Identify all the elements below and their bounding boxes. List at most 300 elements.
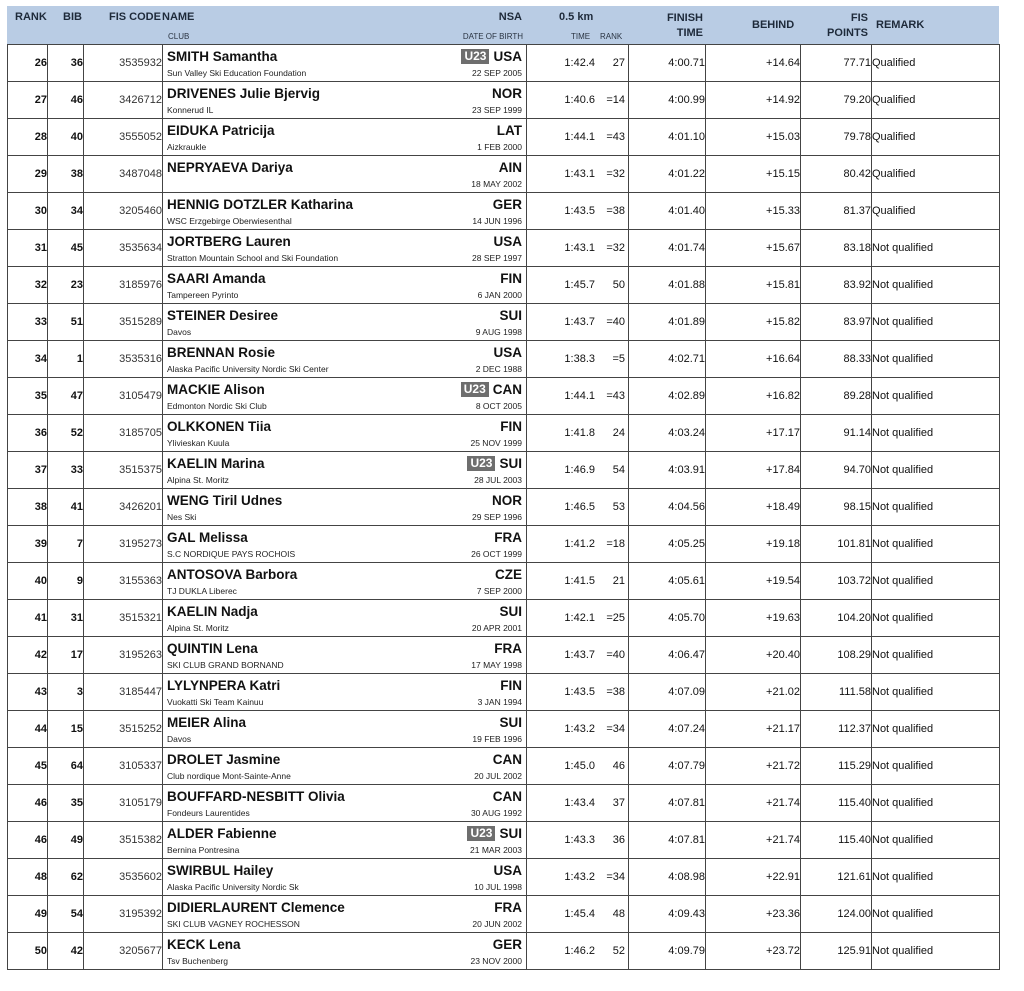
date-of-birth: 8 OCT 2005 — [475, 401, 522, 411]
table-row[interactable] — [8, 859, 1000, 896]
u23-badge: U23 — [461, 49, 489, 64]
remark-cell: Not qualified — [872, 489, 1000, 526]
split-cell — [527, 563, 629, 600]
behind-cell: +21.74 — [706, 785, 801, 822]
athlete-cell — [163, 452, 527, 489]
nation-code — [461, 382, 522, 397]
nsa-text: NOR — [492, 86, 522, 101]
header-rank: RANK — [15, 11, 47, 23]
split-time: 1:41.5 — [564, 575, 595, 587]
date-of-birth: 14 JUN 1996 — [472, 216, 522, 226]
nation-code — [461, 49, 522, 64]
nsa-text: CAN — [492, 382, 522, 397]
table-row[interactable] — [8, 637, 1000, 674]
remark-cell: Qualified — [872, 156, 1000, 193]
split-cell — [527, 748, 629, 785]
fis-points-cell: 79.20 — [801, 82, 872, 119]
table-row[interactable] — [8, 896, 1000, 933]
athlete-club: Alpina St. Moritz — [167, 623, 229, 633]
bib-cell: 3 — [48, 674, 84, 711]
athlete-name: OLKKONEN Tiia — [167, 419, 272, 434]
athlete-cell — [163, 748, 527, 785]
bib-cell: 38 — [48, 156, 84, 193]
finish-time-cell: 4:04.56 — [629, 489, 706, 526]
remark-cell: Not qualified — [872, 304, 1000, 341]
nation-code — [495, 567, 522, 582]
date-of-birth: 20 JUL 2002 — [474, 771, 522, 781]
remark-cell: Not qualified — [872, 933, 1000, 970]
table-header — [7, 6, 999, 44]
split-time: 1:43.1 — [564, 168, 595, 180]
fis-code-cell: 3195263 — [84, 637, 163, 674]
split-time: 1:43.3 — [564, 834, 595, 846]
rank-cell: 27 — [8, 82, 48, 119]
finish-time-cell: 4:02.71 — [629, 341, 706, 378]
bib-cell: 47 — [48, 378, 84, 415]
fis-code-cell: 3105179 — [84, 785, 163, 822]
fis-code-cell: 3426712 — [84, 82, 163, 119]
remark-cell: Not qualified — [872, 452, 1000, 489]
nsa-text: SUI — [499, 308, 522, 323]
fis-points-cell: 115.40 — [801, 822, 872, 859]
behind-cell: +20.40 — [706, 637, 801, 674]
behind-cell: +17.17 — [706, 415, 801, 452]
behind-cell: +19.63 — [706, 600, 801, 637]
header-name: NAME — [162, 11, 195, 23]
nsa-text: SUI — [499, 604, 522, 619]
behind-cell: +16.82 — [706, 378, 801, 415]
athlete-name: WENG Tiril Udnes — [167, 493, 283, 508]
table-row[interactable] — [8, 526, 1000, 563]
split-cell — [527, 822, 629, 859]
rank-cell: 29 — [8, 156, 48, 193]
athlete-name: BRENNAN Rosie — [167, 345, 276, 360]
results-table — [7, 44, 1000, 970]
date-of-birth: 20 JUN 2002 — [472, 919, 522, 929]
athlete-cell — [163, 637, 527, 674]
table-row[interactable] — [8, 82, 1000, 119]
table-row[interactable] — [8, 378, 1000, 415]
split-rank: =43 — [606, 131, 625, 143]
nsa-text: FIN — [500, 419, 522, 434]
date-of-birth: 9 AUG 1998 — [475, 327, 522, 337]
split-time: 1:43.7 — [564, 316, 595, 328]
athlete-cell — [163, 230, 527, 267]
athlete-club: Fondeurs Laurentides — [167, 808, 250, 818]
table-row[interactable] — [8, 341, 1000, 378]
athlete-cell — [163, 45, 527, 82]
date-of-birth: 28 JUL 2003 — [474, 475, 522, 485]
split-cell — [527, 896, 629, 933]
fis-code-cell: 3515375 — [84, 452, 163, 489]
athlete-club: Davos — [167, 734, 192, 744]
u23-badge: U23 — [467, 826, 495, 841]
split-cell — [527, 230, 629, 267]
athlete-name: SWIRBUL Hailey — [167, 863, 274, 878]
split-cell — [527, 859, 629, 896]
nsa-text: SUI — [499, 826, 522, 841]
athlete-club: Ylivieskan Kuula — [167, 438, 230, 448]
athlete-club: Stratton Mountain School and Ski Foundation — [167, 253, 339, 263]
fis-code-cell: 3515289 — [84, 304, 163, 341]
behind-cell: +14.92 — [706, 82, 801, 119]
date-of-birth: 19 FEB 1996 — [472, 734, 522, 744]
behind-cell: +15.82 — [706, 304, 801, 341]
fis-code-cell: 3487048 — [84, 156, 163, 193]
date-of-birth: 10 JUL 1998 — [474, 882, 522, 892]
athlete-cell — [163, 193, 527, 230]
split-time: 1:40.6 — [564, 94, 595, 106]
behind-cell: +23.72 — [706, 933, 801, 970]
table-row[interactable] — [8, 600, 1000, 637]
split-cell — [527, 933, 629, 970]
athlete-name: DIDIERLAURENT Clemence — [167, 900, 345, 915]
remark-cell: Not qualified — [872, 711, 1000, 748]
split-rank: 37 — [612, 797, 625, 809]
fis-code-cell: 3205677 — [84, 933, 163, 970]
athlete-club: Aizkraukle — [167, 142, 207, 152]
split-rank: =32 — [606, 168, 625, 180]
fis-points-cell: 83.97 — [801, 304, 872, 341]
rank-cell: 35 — [8, 378, 48, 415]
header-points-line2: POINTS — [827, 27, 868, 39]
bib-cell: 23 — [48, 267, 84, 304]
table-row[interactable] — [8, 785, 1000, 822]
date-of-birth: 2 DEC 1988 — [475, 364, 522, 374]
split-rank: 27 — [612, 57, 625, 69]
nsa-text: SUI — [499, 456, 522, 471]
split-time: 1:41.8 — [564, 427, 595, 439]
nation-code — [493, 937, 522, 952]
bib-cell: 40 — [48, 119, 84, 156]
remark-cell: Not qualified — [872, 230, 1000, 267]
fis-points-cell: 125.91 — [801, 933, 872, 970]
date-of-birth: 28 SEP 1997 — [472, 253, 522, 263]
header-dob: DATE OF BIRTH — [462, 32, 523, 41]
athlete-club: Davos — [167, 327, 192, 337]
split-cell — [527, 785, 629, 822]
athlete-name: STEINER Desiree — [167, 308, 279, 323]
table-row[interactable] — [8, 563, 1000, 600]
behind-cell: +19.54 — [706, 563, 801, 600]
fis-code-cell: 3105337 — [84, 748, 163, 785]
remark-cell: Not qualified — [872, 526, 1000, 563]
split-cell — [527, 82, 629, 119]
nation-code — [493, 234, 522, 249]
athlete-name: JORTBERG Lauren — [167, 234, 291, 249]
split-cell — [527, 193, 629, 230]
fis-points-cell: 112.37 — [801, 711, 872, 748]
date-of-birth: 30 AUG 1992 — [470, 808, 522, 818]
behind-cell: +15.15 — [706, 156, 801, 193]
nsa-text: FIN — [500, 678, 522, 693]
behind-cell: +22.91 — [706, 859, 801, 896]
fis-points-cell: 94.70 — [801, 452, 872, 489]
fis-points-cell: 77.71 — [801, 45, 872, 82]
remark-cell: Qualified — [872, 193, 1000, 230]
rank-cell: 43 — [8, 674, 48, 711]
rank-cell: 41 — [8, 600, 48, 637]
bib-cell: 51 — [48, 304, 84, 341]
behind-cell: +17.84 — [706, 452, 801, 489]
nsa-text: LAT — [496, 123, 522, 138]
split-rank: 54 — [612, 464, 625, 476]
bib-cell: 17 — [48, 637, 84, 674]
split-cell — [527, 637, 629, 674]
rank-cell: 39 — [8, 526, 48, 563]
finish-time-cell: 4:07.81 — [629, 822, 706, 859]
fis-points-cell: 83.18 — [801, 230, 872, 267]
date-of-birth: 21 MAR 2003 — [470, 845, 522, 855]
split-time: 1:45.7 — [564, 279, 595, 291]
behind-cell: +21.17 — [706, 711, 801, 748]
remark-cell: Not qualified — [872, 748, 1000, 785]
fis-code-cell: 3155363 — [84, 563, 163, 600]
athlete-name: KAELIN Nadja — [167, 604, 258, 619]
nsa-text: AIN — [498, 160, 522, 175]
fis-points-cell: 115.40 — [801, 785, 872, 822]
athlete-name: SAARI Amanda — [167, 271, 266, 286]
athlete-cell — [163, 82, 527, 119]
rank-cell: 36 — [8, 415, 48, 452]
fis-code-cell: 3105479 — [84, 378, 163, 415]
date-of-birth: 25 NOV 1999 — [470, 438, 522, 448]
nation-code — [492, 86, 522, 101]
athlete-cell — [163, 711, 527, 748]
athlete-name: NEPRYAEVA Dariya — [167, 160, 293, 175]
table-row[interactable] — [8, 933, 1000, 970]
split-cell — [527, 452, 629, 489]
split-rank: =40 — [606, 649, 625, 661]
athlete-cell — [163, 933, 527, 970]
nsa-text: NOR — [492, 493, 522, 508]
nsa-text: GER — [492, 937, 522, 952]
athlete-club: SKI CLUB GRAND BORNAND — [167, 660, 284, 670]
fis-code-cell: 3185447 — [84, 674, 163, 711]
header-behind: BEHIND — [752, 19, 795, 31]
behind-cell: +15.67 — [706, 230, 801, 267]
fis-code-cell: 3185705 — [84, 415, 163, 452]
table-row[interactable] — [8, 119, 1000, 156]
split-cell — [527, 45, 629, 82]
split-cell — [527, 341, 629, 378]
athlete-cell — [163, 415, 527, 452]
split-rank: =43 — [606, 390, 625, 402]
finish-time-cell: 4:00.71 — [629, 45, 706, 82]
rank-cell: 46 — [8, 822, 48, 859]
rank-cell: 33 — [8, 304, 48, 341]
remark-cell: Not qualified — [872, 637, 1000, 674]
remark-cell: Not qualified — [872, 341, 1000, 378]
athlete-name: DRIVENES Julie Bjervig — [167, 86, 321, 101]
bib-cell: 49 — [48, 822, 84, 859]
fis-points-cell: 124.00 — [801, 896, 872, 933]
athlete-club: WSC Erzgebirge Oberwiesenthal — [167, 216, 292, 226]
split-time: 1:42.1 — [564, 612, 595, 624]
nsa-text: USA — [493, 863, 522, 878]
finish-time-cell: 4:05.61 — [629, 563, 706, 600]
nation-code — [493, 345, 522, 360]
rank-cell: 45 — [8, 748, 48, 785]
bib-cell: 7 — [48, 526, 84, 563]
athlete-club: Konnerud IL — [167, 105, 214, 115]
table-row[interactable] — [8, 304, 1000, 341]
finish-time-cell: 4:01.22 — [629, 156, 706, 193]
nation-code — [499, 604, 522, 619]
remark-cell: Not qualified — [872, 415, 1000, 452]
split-rank: =14 — [606, 94, 625, 106]
split-time: 1:42.4 — [564, 57, 595, 69]
table-row[interactable] — [8, 822, 1000, 859]
split-time: 1:43.5 — [564, 686, 595, 698]
table-row[interactable] — [8, 193, 1000, 230]
table-row[interactable] — [8, 748, 1000, 785]
split-rank: 46 — [612, 760, 625, 772]
split-rank: =5 — [612, 353, 625, 365]
fis-code-cell: 3535316 — [84, 341, 163, 378]
nation-code — [492, 493, 522, 508]
table-row[interactable] — [8, 674, 1000, 711]
rank-cell: 49 — [8, 896, 48, 933]
athlete-cell — [163, 267, 527, 304]
nation-code — [494, 900, 522, 915]
finish-time-cell: 4:07.09 — [629, 674, 706, 711]
table-row[interactable] — [8, 267, 1000, 304]
rank-cell: 40 — [8, 563, 48, 600]
nation-code — [499, 160, 522, 175]
remark-cell: Not qualified — [872, 267, 1000, 304]
finish-time-cell: 4:05.70 — [629, 600, 706, 637]
split-time: 1:43.7 — [564, 649, 595, 661]
split-time: 1:44.1 — [564, 131, 595, 143]
behind-cell: +19.18 — [706, 526, 801, 563]
table-row[interactable] — [8, 711, 1000, 748]
bib-cell: 41 — [48, 489, 84, 526]
nation-code — [499, 715, 522, 730]
bib-cell: 42 — [48, 933, 84, 970]
athlete-cell — [163, 822, 527, 859]
split-cell — [527, 304, 629, 341]
finish-time-cell: 4:01.40 — [629, 193, 706, 230]
remark-cell: Not qualified — [872, 785, 1000, 822]
bib-cell: 46 — [48, 82, 84, 119]
split-time: 1:43.2 — [564, 723, 595, 735]
table-row[interactable] — [8, 156, 1000, 193]
finish-time-cell: 4:09.43 — [629, 896, 706, 933]
finish-time-cell: 4:01.10 — [629, 119, 706, 156]
athlete-name: EIDUKA Patricija — [167, 123, 275, 138]
behind-cell: +16.64 — [706, 341, 801, 378]
athlete-cell — [163, 119, 527, 156]
athlete-name: SMITH Samantha — [167, 49, 278, 64]
table-row[interactable] — [8, 489, 1000, 526]
date-of-birth: 22 SEP 2005 — [472, 68, 522, 78]
nation-code — [493, 789, 522, 804]
behind-cell: +15.81 — [706, 267, 801, 304]
fis-points-cell: 91.14 — [801, 415, 872, 452]
nsa-text: GER — [492, 197, 522, 212]
split-rank: =32 — [606, 242, 625, 254]
split-time: 1:38.3 — [564, 353, 595, 365]
rank-cell: 42 — [8, 637, 48, 674]
rank-cell: 28 — [8, 119, 48, 156]
nation-code — [494, 530, 522, 545]
date-of-birth: 6 JAN 2000 — [477, 290, 522, 300]
athlete-cell — [163, 526, 527, 563]
rank-cell: 31 — [8, 230, 48, 267]
rank-cell: 30 — [8, 193, 48, 230]
finish-time-cell: 4:07.81 — [629, 785, 706, 822]
nation-code — [500, 678, 522, 693]
bib-cell: 35 — [48, 785, 84, 822]
athlete-name: MACKIE Alison — [167, 382, 265, 397]
fis-points-cell: 89.28 — [801, 378, 872, 415]
finish-time-cell: 4:03.24 — [629, 415, 706, 452]
nation-code — [500, 271, 522, 286]
athlete-club: Alaska Pacific University Nordic Sk — [167, 882, 299, 892]
remark-cell: Qualified — [872, 82, 1000, 119]
table-row[interactable] — [8, 45, 1000, 82]
split-time: 1:43.5 — [564, 205, 595, 217]
split-time: 1:41.2 — [564, 538, 595, 550]
remark-cell: Qualified — [872, 45, 1000, 82]
finish-time-cell: 4:07.79 — [629, 748, 706, 785]
date-of-birth: 29 SEP 1996 — [472, 512, 522, 522]
fis-code-cell: 3535634 — [84, 230, 163, 267]
fis-code-cell: 3195392 — [84, 896, 163, 933]
split-time: 1:43.2 — [564, 871, 595, 883]
split-time: 1:46.9 — [564, 464, 595, 476]
athlete-club: Bernina Pontresina — [167, 845, 240, 855]
table-row[interactable] — [8, 230, 1000, 267]
split-cell — [527, 674, 629, 711]
athlete-name: MEIER Alina — [167, 715, 247, 730]
behind-cell: +21.74 — [706, 822, 801, 859]
rank-cell: 32 — [8, 267, 48, 304]
remark-cell: Not qualified — [872, 822, 1000, 859]
split-rank: 52 — [612, 945, 625, 957]
athlete-name: HENNIG DOTZLER Katharina — [167, 197, 354, 212]
table-row[interactable] — [8, 452, 1000, 489]
date-of-birth: 26 OCT 1999 — [471, 549, 522, 559]
athlete-name: ANTOSOVA Barbora — [167, 567, 298, 582]
date-of-birth: 23 SEP 1999 — [472, 105, 522, 115]
behind-cell: +14.64 — [706, 45, 801, 82]
remark-cell: Not qualified — [872, 674, 1000, 711]
fis-points-cell: 104.20 — [801, 600, 872, 637]
fis-points-cell: 80.42 — [801, 156, 872, 193]
athlete-club: Alaska Pacific University Nordic Ski Center — [167, 364, 329, 374]
split-cell — [527, 526, 629, 563]
split-time: 1:45.0 — [564, 760, 595, 772]
split-cell — [527, 156, 629, 193]
date-of-birth: 23 NOV 2000 — [470, 956, 522, 966]
finish-time-cell: 4:02.89 — [629, 378, 706, 415]
header-split-km: 0.5 km — [559, 11, 594, 23]
nation-code — [499, 308, 522, 323]
header-split-time: TIME — [571, 32, 591, 41]
rank-cell: 46 — [8, 785, 48, 822]
athlete-name: DROLET Jasmine — [167, 752, 281, 767]
header-split-rank: RANK — [600, 32, 623, 41]
fis-points-cell: 111.58 — [801, 674, 872, 711]
fis-code-cell: 3535602 — [84, 859, 163, 896]
bib-cell: 33 — [48, 452, 84, 489]
rank-cell: 48 — [8, 859, 48, 896]
remark-cell: Not qualified — [872, 378, 1000, 415]
rank-cell: 44 — [8, 711, 48, 748]
table-row[interactable] — [8, 415, 1000, 452]
